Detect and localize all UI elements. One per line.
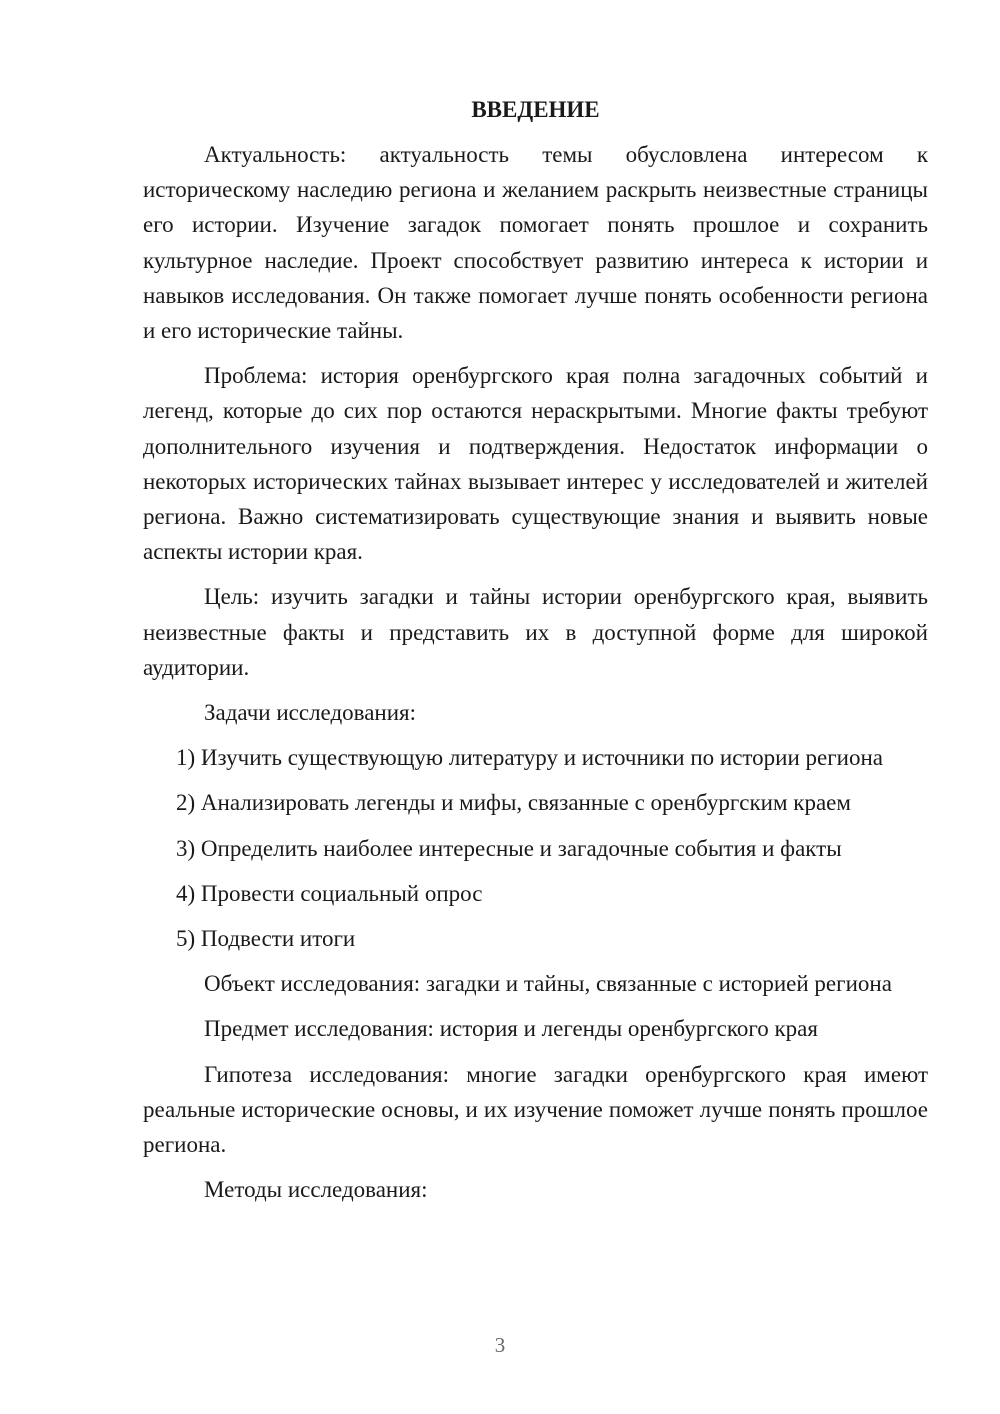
- tasks-title: Задачи исследования:: [204, 700, 417, 726]
- task-item: 3) Определить наиболее интересные и загадочные события и факты: [176, 835, 842, 861]
- methods-title: Методы исследования:: [204, 1177, 428, 1203]
- task-item: 1) Изучить существующую литературу и источники по истории региона: [176, 745, 884, 771]
- task-item: 2) Анализировать легенды и мифы, связанные с оренбургским краем: [176, 790, 851, 816]
- object-paragraph: Объект исследования: загадки и тайны, связанные с историей региона: [204, 971, 892, 997]
- problem-paragraph: Проблема: история оренбургского края полна загадочных событий и легенд, которые до сих пор остаются нераскрытыми. Многие факты требуют дополнительного изучения и подтверждения. Недостаток информации о некоторых исторических тайнах вызывает интерес у исследователей и жителей региона. Важно систематизировать существующие знания и выявить новые аспекты истории края.: [143, 363, 928, 565]
- relevance-paragraph: Актуальность: актуальность темы обусловлена интересом к историческому наследию региона и желанием раскрыть неизвестные страницы его истории. Изучение загадок помогает понять прошлое и сохранить культурное наследие. Проект способствует развитию интереса к истории и навыков исследования. Он также помогает лучше понять особенности региона и его исторические тайны.: [143, 142, 928, 344]
- task-item: 4) Провести социальный опрос: [176, 880, 483, 906]
- subject-paragraph: Предмет исследования: история и легенды оренбургского края: [204, 1016, 818, 1042]
- page-number: 3: [494, 1333, 506, 1357]
- hypothesis-paragraph: Гипотеза исследования: многие загадки оренбургского края имеют реальные исторические основы, и их изучение поможет лучше понять прошлое региона.: [143, 1061, 928, 1158]
- section-heading: ВВЕДЕНИЕ: [471, 97, 600, 122]
- document-body: [143, 92, 928, 1217]
- goal-paragraph: Цель: изучить загадки и тайны истории оренбургского края, выявить неизвестные факты и представить их в доступной форме для широкой аудитории.: [143, 584, 928, 680]
- task-item: 5) Подвести итоги: [176, 926, 356, 952]
